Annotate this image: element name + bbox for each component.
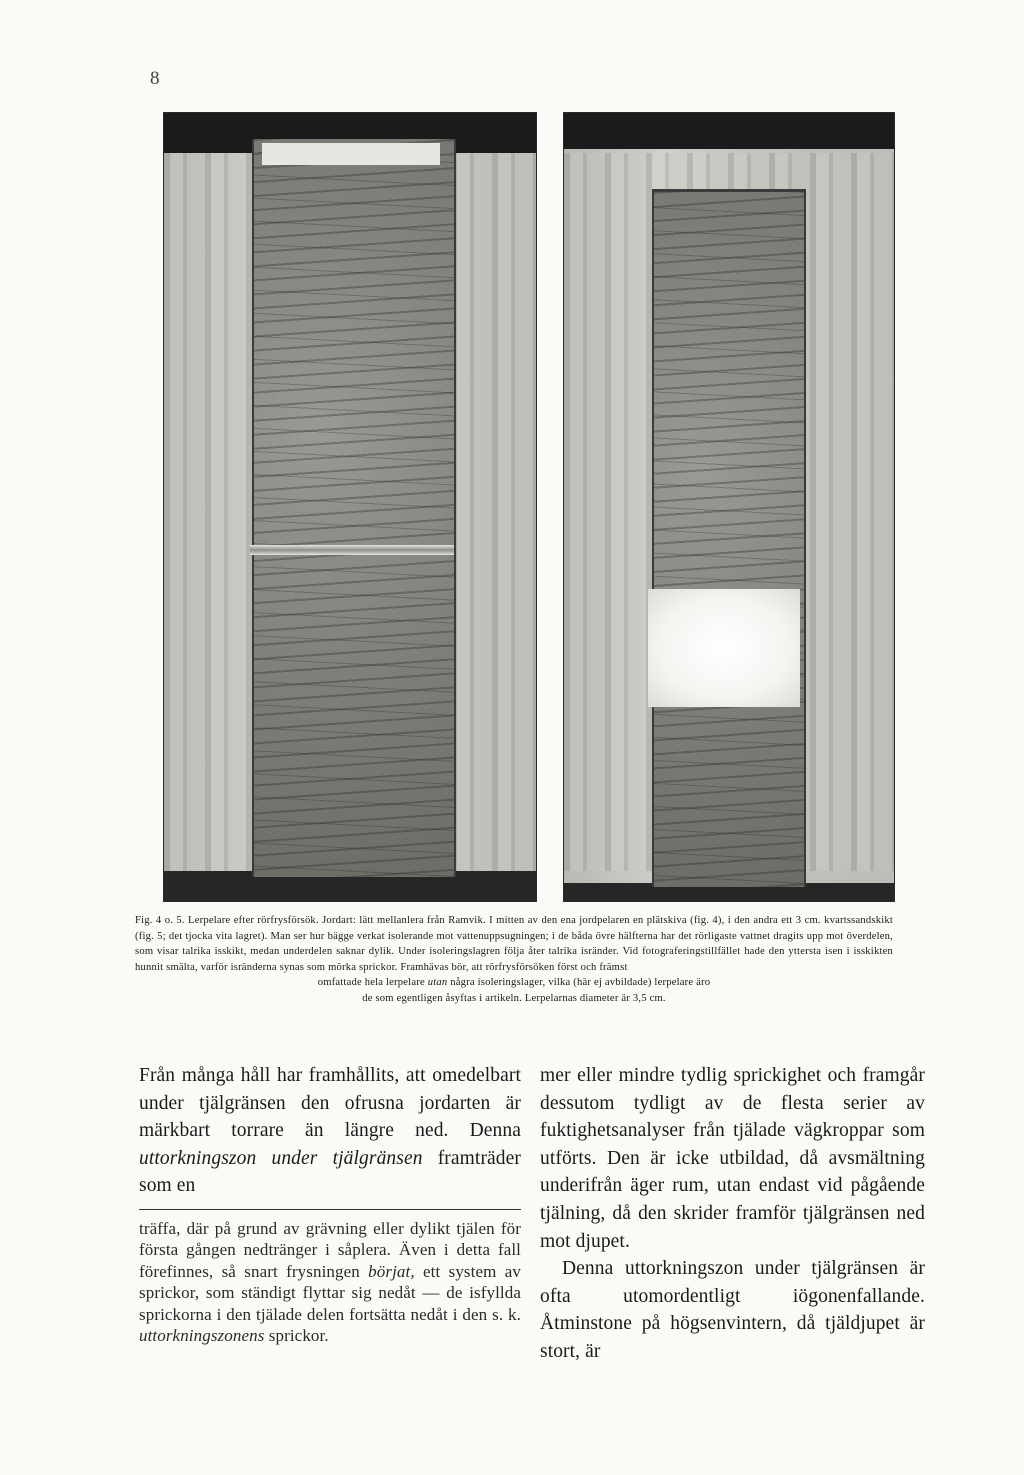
paragraph: Denna uttorkningszon under tjälgränsen är ofta utomordentligt iögonenfallande. Åtminstone på högsenvintern, då tjäldjupet är stort, är (540, 1258, 925, 1362)
page-number: 8 (150, 68, 160, 89)
quartz-sand-layer (648, 589, 800, 707)
divider (139, 1209, 521, 1210)
top-frame-band (564, 113, 894, 149)
right-column (540, 1062, 925, 1366)
caption-tail: omfattade hela lerpelare utan några isoleringslager, vilka (här ej avbildade) lerpelare äro de som egentligen åsyftas i artikeln. Lerpelarnas diameter är 3,5 cm. (317, 977, 711, 1004)
figure-5-photo (563, 112, 895, 902)
clay-pillar (252, 139, 456, 877)
figure-caption (135, 913, 893, 1006)
figure-4-photo (163, 112, 537, 902)
isolation-sheet-layer (250, 545, 454, 555)
caption-text: Fig. 4 o. 5. Lerpelare efter rörfrysförsök. Jordart: lätt mellanlera från Ramvik. I mitten av den ena jordpelaren en plätskiva (fig. 4), i den andra ett 3 cm. kvartssandskikt (fig. 5; det tjocka vita lagret). Man ser hur bägge verkat isolerande mot vattenuppsugningen; i de båda övre hälfterna har det rörligaste vattnet dragits upp mot överdelen, som visar talrika isskikt, medan underdelen saknar dylik. Under isoleringslagren följa åter talrika isränder. Vid fotograferingstillfället hade den yttersta isen i isskikten hunnit smälta, varför isränderna synas som mörka sprickor. Framhävas bör, att rörfrysförsöken först och främst (135, 915, 893, 973)
pillar-top-cap (262, 143, 440, 165)
clay-pillar (652, 189, 806, 887)
paragraph: mer eller mindre tydlig sprickighet och framgår dessutom tydligt av de flesta serier av fuktighetsanalyser från tjälade vägkroppar som utförts. Den är icke utbildad, då avsmältning underifrån äger rum, utan endast vid pågående tjälning, då den skrider framför tjälgränsen ned mot djupet. (540, 1065, 925, 1252)
paragraph: Från många håll har framhållits, att omedelbart under tjälgränsen den ofrusna jordarten är märkbart torrare än längre ned. Denna uttorkningszon under tjälgränsen framträder som en (139, 1065, 521, 1197)
footnote-paragraph: träffa, där på grund av grävning eller dylikt tjälen för första gången nedtränger i såplera. Även i detta fall förefinnes, så snart frysningen börjat, ett system av sprickor, som ständigt flyttar sig nedåt — de isfyllda sprickorna i den tjälade delen fortsätta nedåt i den s. k. uttorkningszonens sprickor. (139, 1218, 521, 1346)
left-column (139, 1062, 521, 1347)
